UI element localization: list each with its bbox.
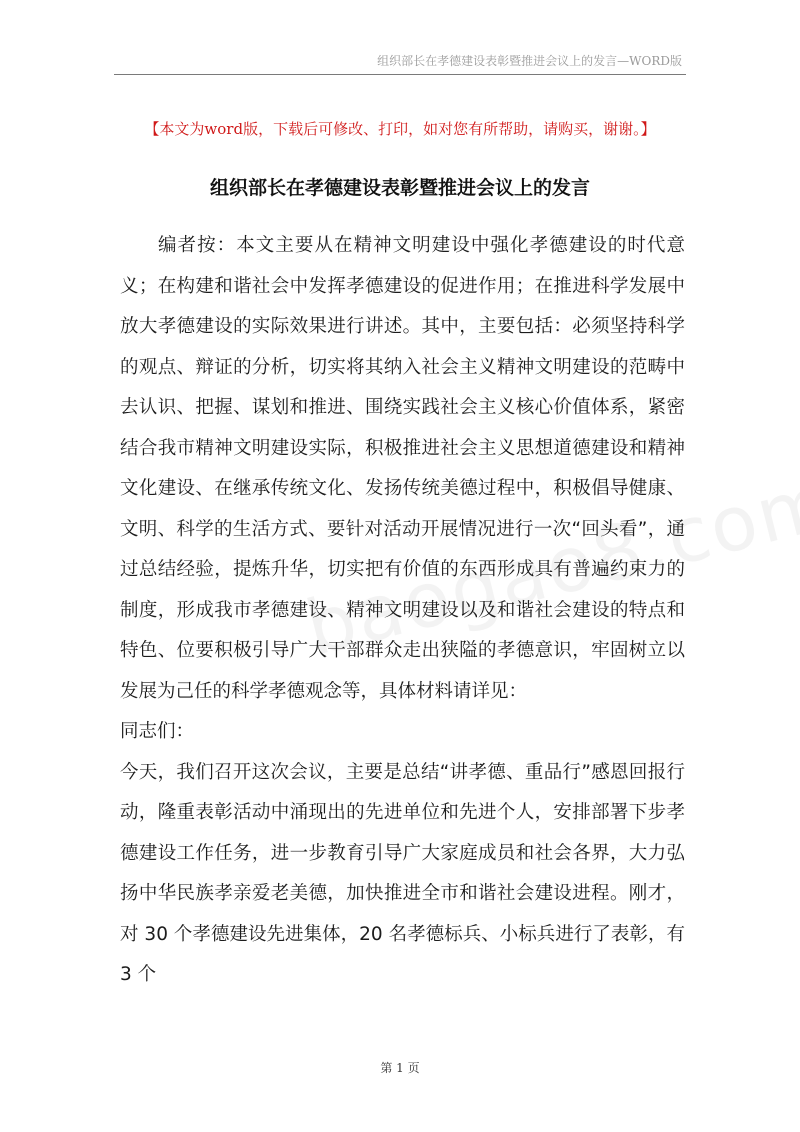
paragraph-line: 特色、位要积极引导广大干部群众走出狭隘的孝德意识，牢固树立以: [120, 640, 685, 661]
paragraph-line: 义；在构建和谐社会中发挥孝德建设的促进作用；在推进科学发展中: [120, 275, 685, 297]
document-body: [120, 226, 685, 996]
paragraph-line: 3 个: [120, 964, 157, 985]
paragraph-line: 结合我市精神文明建设实际，积极推进社会主义思想道德建设和精神: [120, 437, 685, 459]
paragraph-line: 德建设工作任务，进一步教育引导广大家庭成员和社会各界，大力弘: [120, 842, 685, 864]
document-title: 组织部长在孝德建设表彰暨推进会议上的发言: [209, 177, 590, 199]
paragraph-line: 制度，形成我市孝德建设、精神文明建设以及和谐社会建设的特点和: [120, 599, 685, 621]
paragraph-line: 去认识、把握、谋划和推进、围绕实践社会主义核心价值体系，紧密: [120, 397, 685, 418]
paragraph-line: 过总结经验，提炼升华，切实把有价值的东西形成具有普遍约束力的: [120, 559, 685, 580]
paragraph-line: 发展为己任的科学孝德观念等，具体材料请详见：: [120, 680, 528, 702]
paragraph-line: 编者按：本文主要从在精神文明建设中强化孝德建设的时代意: [158, 235, 685, 256]
paragraph-line: 今天，我们召开这次会议，主要是总结“讲孝德、重品行”感恩回报行: [120, 761, 685, 783]
paragraph-line: 文化建设、在继承传统文化、发扬传统美德过程中，积极倡导健康、: [120, 478, 685, 499]
page-number: 第 1 页: [380, 1061, 420, 1075]
paragraph-line: 动，隆重表彰活动中涌现出的先进单位和先进个人，安排部署下步孝: [120, 802, 685, 823]
paragraph-line: 扬中华民族孝亲爱老美德，加快推进全市和谐社会建设进程。刚才，: [120, 883, 685, 904]
purchase-notice: 【本文为word版，下载后可修改、打印，如对您有所帮助，请购买，谢谢。】: [144, 120, 656, 138]
paragraph-line: 文明、科学的生活方式、要针对活动开展情况进行一次“回头看”，通: [120, 518, 685, 540]
salutation-line: 同志们：: [120, 721, 195, 742]
paragraph-line: 对 30 个孝德建设先进集体，20 名孝德标兵、小标兵进行了表彰，有: [120, 923, 685, 945]
paragraph-line: 放大孝德建设的实际效果进行讲述。其中，主要包括：必须坚持科学: [120, 316, 685, 337]
running-header: 组织部长在孝德建设表彰暨推进会议上的发言—WORD版: [377, 54, 682, 68]
header-divider: [114, 74, 686, 75]
paragraph-line: 的观点、辩证的分析，切实将其纳入社会主义精神文明建设的范畴中: [120, 356, 685, 378]
